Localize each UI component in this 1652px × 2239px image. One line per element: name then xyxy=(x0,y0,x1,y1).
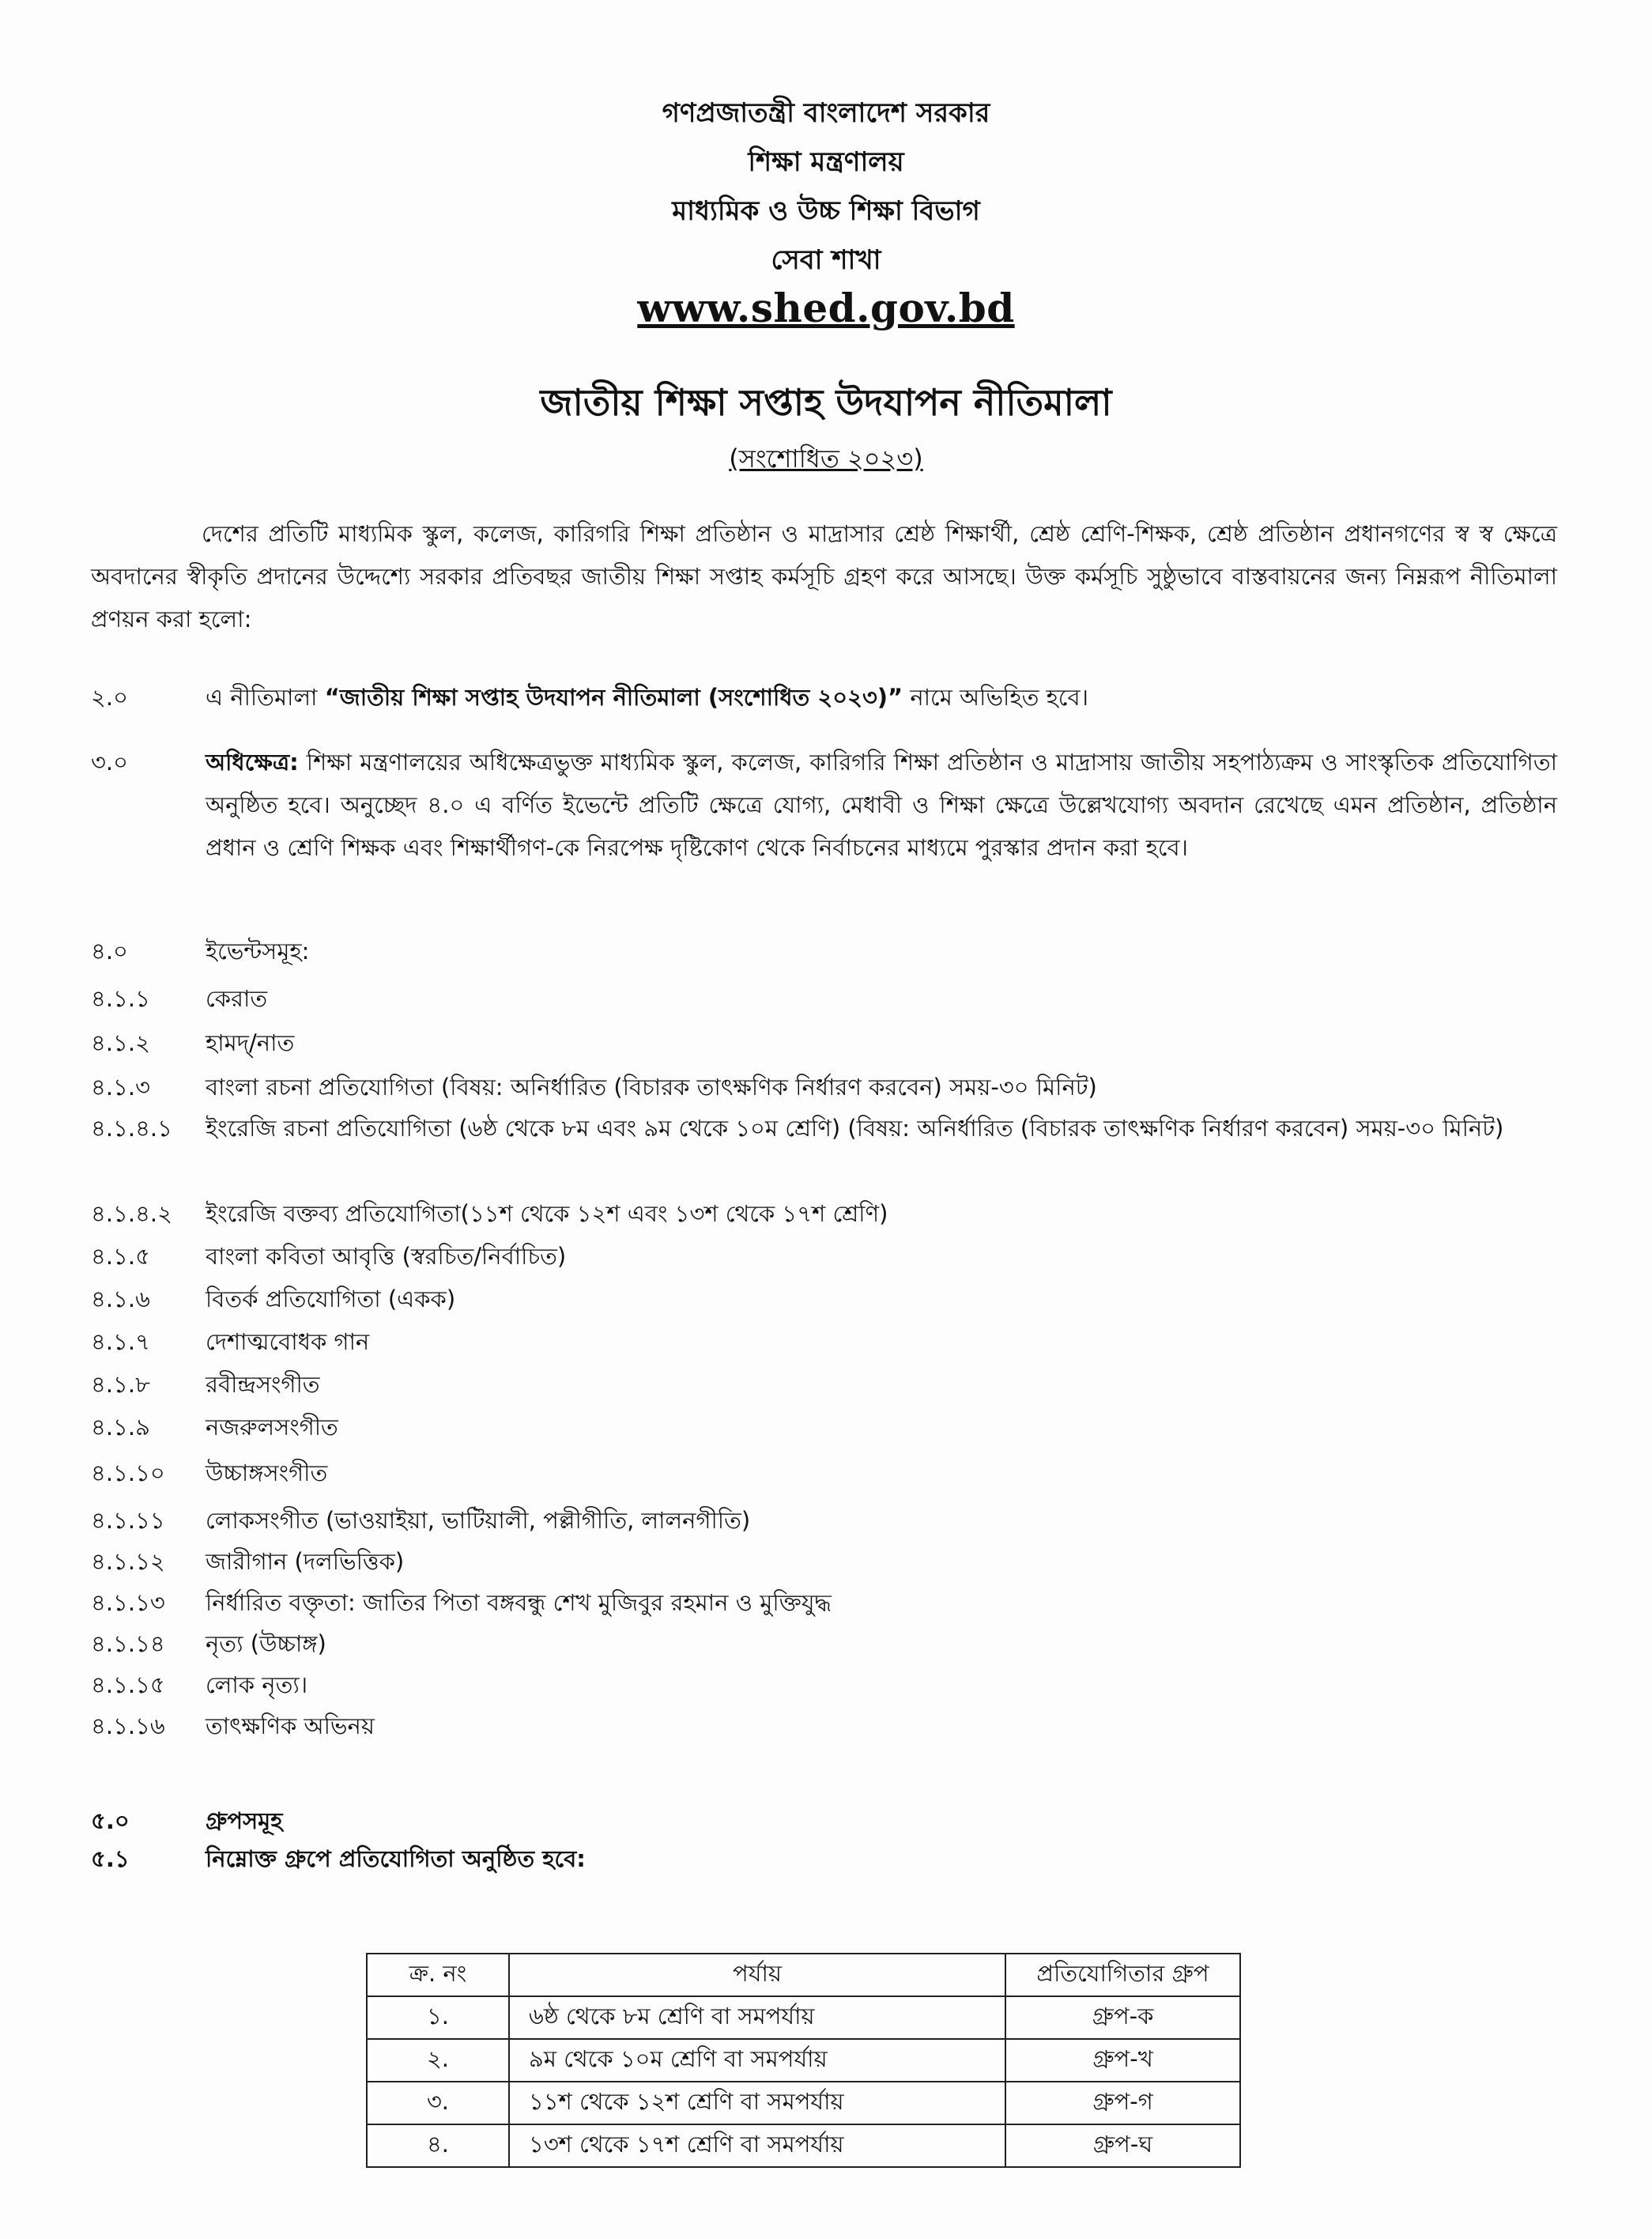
event-text: বাংলা কবিতা আবৃত্তি (স্বরচিত/নির্বাচিত) xyxy=(206,1243,567,1270)
table-row xyxy=(367,2082,1240,2124)
event-item xyxy=(91,1025,1557,1061)
event-text: লোকসংগীত (ভাওয়াইয়া, ভাটিয়ালী, পল্লীগীতি, লালনগীতি) xyxy=(206,1507,751,1534)
event-item xyxy=(91,1708,1557,1744)
group-cell: গ্রুপ-ক xyxy=(1005,1996,1240,2039)
document-subtitle: (সংশোধিত ২০২৩) xyxy=(729,444,923,474)
intro-text: দেশের প্রতিটি মাধ্যমিক স্কুল, কলেজ, কারিগরি শিক্ষা প্রতিষ্ঠান ও মাদ্রাসার শ্রেষ্ঠ শিক্ষার্থী, শ্রেষ্ঠ শ্রেণি-শিক্ষক, শ্রেষ্ঠ প্রতিষ্ঠান প্রধানগণের স্ব স্ব ক্ষেত্রে অবদানের স্বীকৃতি প্রদানের উদ্দেশ্যে সরকার প্রতিবছর জাতীয় শিক্ষা সপ্তাহ কর্মসূচি গ্রহণ করে আসছে। উক্ত কর্মসূচি সুষ্ঠুভাবে বাস্তবায়নের জন্য নিম্নরূপ নীতিমালা প্রণয়ন করা হলো: xyxy=(91,520,1557,632)
document-title: জাতীয় শিক্ষা সপ্তাহ উদযাপন নীতিমালা xyxy=(540,381,1112,424)
event-number: ৪.১.৫ xyxy=(91,1243,150,1270)
group-cell: গ্রুপ-গ xyxy=(1005,2082,1240,2124)
event-item xyxy=(91,1281,1557,1317)
event-item xyxy=(91,1110,1557,1146)
event-text: উচ্চাঙ্গসংগীত xyxy=(206,1459,328,1486)
section-number: ৩.০ xyxy=(91,749,128,776)
section-4-heading: ইভেন্টসমূহ: xyxy=(206,938,310,965)
event-number: ৪.১.১২ xyxy=(91,1548,165,1575)
section-5-heading: গ্রুপসমূহ xyxy=(206,1807,283,1834)
event-item xyxy=(91,1069,1557,1105)
event-number: ৪.১.১১ xyxy=(91,1507,165,1534)
event-number: ৪.১.৪.১ xyxy=(91,1115,172,1142)
event-text: জারীগান (দলভিত্তিক) xyxy=(206,1548,405,1575)
section-3 xyxy=(91,741,1557,869)
group-table xyxy=(366,1953,1241,2168)
event-number: ৪.১.১৬ xyxy=(91,1712,165,1739)
level-cell: ১৩শ থেকে ১৭শ শ্রেণি বা সমপর্যায় xyxy=(509,2124,1005,2167)
event-text: ইংরেজি বক্তব্য প্রতিযোগিতা(১১শ থেকে ১২শ এবং ১৩শ থেকে ১৭শ শ্রেণি) xyxy=(206,1200,888,1227)
event-item xyxy=(91,1625,1557,1662)
website-link[interactable]: www.shed.gov.bd xyxy=(637,285,1015,331)
event-number: ৪.১.২ xyxy=(91,1029,150,1056)
intro-paragraph xyxy=(91,512,1557,640)
table-header-row xyxy=(367,1954,1240,1996)
event-item xyxy=(91,1195,1557,1232)
event-number: ৪.১.১ xyxy=(91,985,150,1012)
level-cell: ৬ষ্ঠ থেকে ৮ম শ্রেণি বা সমপর্যায় xyxy=(509,1996,1005,2039)
event-number: ৪.১.৩ xyxy=(91,1074,150,1101)
column-header-serial: ক্র. নং xyxy=(367,1954,509,1996)
event-text: হামদ্/নাত xyxy=(206,1029,295,1056)
event-text: লোক নৃত্য। xyxy=(206,1671,308,1698)
event-number: ৪.১.১৫ xyxy=(91,1671,165,1698)
table-row xyxy=(367,2039,1240,2082)
event-number: ৪.১.১৩ xyxy=(91,1589,165,1616)
event-number: ৪.১.৪.২ xyxy=(91,1200,172,1227)
event-text: বাংলা রচনা প্রতিযোগিতা (বিষয়: অনির্ধারিত (বিচারক তাৎক্ষণিক নির্ধারণ করবেন) সময়-৩০ মিনিট) xyxy=(206,1074,1097,1101)
section-number: ২.০ xyxy=(91,684,128,711)
event-number: ৪.১.৯ xyxy=(91,1414,150,1440)
event-item xyxy=(91,980,1557,1017)
event-item xyxy=(91,1584,1557,1621)
division-name: মাধ্যমিক ও উচ্চ শিক্ষা বিভাগ xyxy=(672,195,980,227)
section-number: ৪.০ xyxy=(91,938,128,965)
event-item xyxy=(91,1667,1557,1703)
event-item xyxy=(91,1323,1557,1360)
section-3-text: শিক্ষা মন্ত্রণালয়ের অধিক্ষেত্রভুক্ত মাধ্যমিক স্কুল, কলেজ, কারিগরি শিক্ষা প্রতিষ্ঠান ও মাদ্রাসায় জাতীয় সহপাঠ্যক্রম ও সাংস্কৃতিক প্রতিযোগিতা অনুষ্ঠিত হবে। অনুচ্ছেদ ৪.০ এ বর্ণিত ইভেন্টে প্রতিটি ক্ষেত্রে যোগ্য, মেধাবী ও শিক্ষা ক্ষেত্রে উল্লেখযোগ্য অবদান রেখেছে এমন প্রতিষ্ঠান, প্রতিষ্ঠান প্রধান ও শ্রেণি শিক্ষক এবং শিক্ষার্থীগণ-কে নিরপেক্ষ দৃষ্টিকোণ থেকে নির্বাচনের মাধ্যমে পুরস্কার প্রদান করা হবে। xyxy=(206,749,1557,861)
event-number: ৪.১.১০ xyxy=(91,1459,165,1486)
group-cell: গ্রুপ-খ xyxy=(1005,2039,1240,2082)
column-header-group: প্রতিযোগিতার গ্রুপ xyxy=(1005,1954,1240,1996)
event-text: নৃত্য (উচ্চাঙ্গ) xyxy=(206,1630,326,1657)
event-text: নজরুলসংগীত xyxy=(206,1414,338,1440)
section-2-suffix: নামে অভিহিত হবে। xyxy=(903,684,1088,711)
column-header-level: পর্যায় xyxy=(509,1954,1005,1996)
event-item xyxy=(91,1366,1557,1403)
level-cell: ১১শ থেকে ১২শ শ্রেণি বা সমপর্যায় xyxy=(509,2082,1005,2124)
event-number: ৪.১.১৪ xyxy=(91,1630,165,1657)
table-row xyxy=(367,2124,1240,2167)
event-item xyxy=(91,1455,1557,1491)
event-text: ইংরেজি রচনা প্রতিযোগিতা (৬ষ্ঠ থেকে ৮ম এবং ৯ম থেকে ১০ম শ্রেণি) (বিষয়: অনির্ধারিত (বিচারক তাৎক্ষণিক নির্ধারণ করবেন) সময়-৩০ মিনিট) xyxy=(206,1115,1504,1142)
section-number: ৫.১ xyxy=(91,1845,130,1872)
event-text: নির্ধারিত বক্তৃতা: জাতির পিতা বঙ্গবন্ধু শেখ মুজিবুর রহমান ও মুক্তিযুদ্ধ xyxy=(206,1589,832,1616)
section-4 xyxy=(91,930,1557,972)
section-5-1-text: নিম্নোক্ত গ্রুপে প্রতিযোগিতা অনুষ্ঠিত হবে: xyxy=(206,1845,586,1872)
event-item xyxy=(91,1543,1557,1580)
section-2-prefix: এ নীতিমালা xyxy=(206,684,325,711)
event-item xyxy=(91,1502,1557,1539)
ministry-name: শিক্ষা মন্ত্রণালয় xyxy=(748,146,904,178)
section-number: ৫.০ xyxy=(91,1807,130,1834)
table-row xyxy=(367,1996,1240,2039)
government-name: গণপ্রজাতন্ত্রী বাংলাদেশ সরকার xyxy=(662,97,990,129)
event-number: ৪.১.৮ xyxy=(91,1371,150,1398)
level-cell: ৯ম থেকে ১০ম শ্রেণি বা সমপর্যায় xyxy=(509,2039,1005,2082)
event-number: ৪.১.৬ xyxy=(91,1286,150,1312)
serial-cell: ৪. xyxy=(367,2124,509,2167)
event-number: ৪.১.৭ xyxy=(91,1328,150,1355)
section-2-policy-name: “জাতীয় শিক্ষা সপ্তাহ উদযাপন নীতিমালা (সংশোধিত ২০২৩)” xyxy=(324,684,903,711)
event-item xyxy=(91,1409,1557,1445)
section-5 xyxy=(91,1803,1557,1839)
section-5-1 xyxy=(91,1841,1557,1877)
section-2 xyxy=(91,676,1557,719)
branch-name: সেবা শাখা xyxy=(771,244,881,276)
event-text: রবীন্দ্রসংগীত xyxy=(206,1371,320,1398)
event-text: দেশাত্মবোধক গান xyxy=(206,1328,370,1355)
group-cell: গ্রুপ-ঘ xyxy=(1005,2124,1240,2167)
event-text: কেরাত xyxy=(206,985,268,1012)
event-item xyxy=(91,1238,1557,1274)
event-text: বিতর্ক প্রতিযোগিতা (একক) xyxy=(206,1286,456,1312)
serial-cell: ১. xyxy=(367,1996,509,2039)
section-3-heading: অধিক্ষেত্র: xyxy=(206,749,299,776)
serial-cell: ৩. xyxy=(367,2082,509,2124)
serial-cell: ২. xyxy=(367,2039,509,2082)
event-text: তাৎক্ষণিক অভিনয় xyxy=(206,1712,375,1739)
